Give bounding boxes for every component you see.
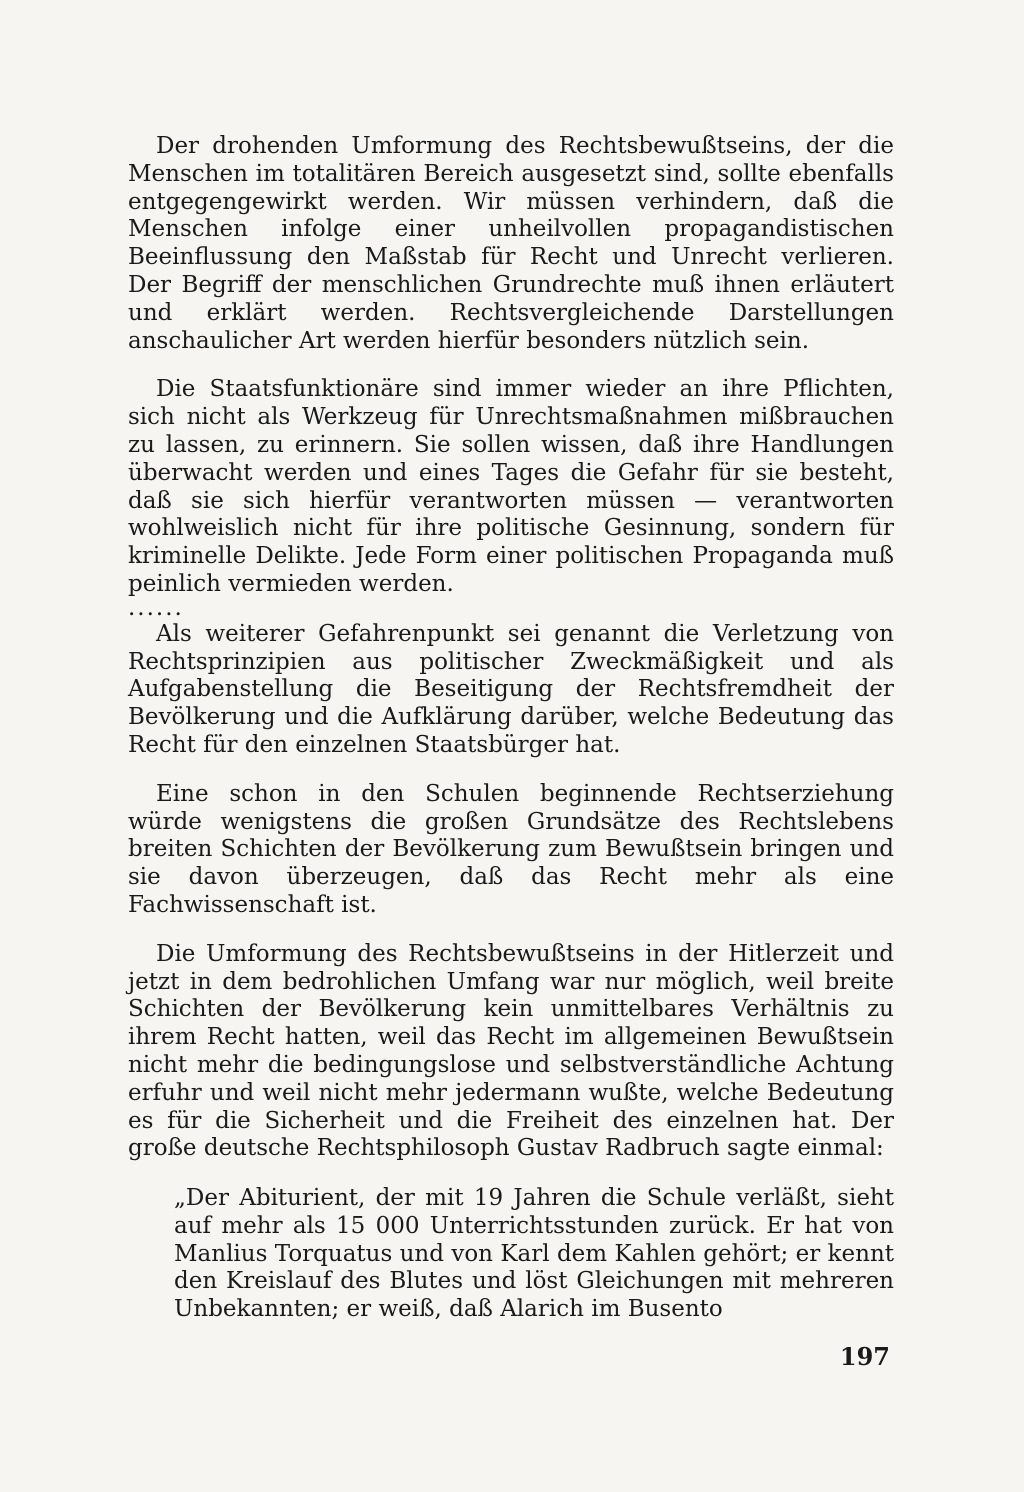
page-number: 197 [839, 1342, 890, 1371]
paragraph-hitler-era: Die Umformung des Rechtsbewußtseins in der Hitlerzeit und jetzt in dem bedrohlichen Umfang war nur möglich, weil breite Schichten der Bevölkerung kein unmittelbares Verhältnis zu ihrem Recht hatten, weil das Recht im allgemeinen Bewußtsein nicht mehr die bedingungslose und selbstverständliche Achtung erfuhr und weil nicht mehr jedermann wußte, welche Bedeutung es für die Sicherheit und die Freiheit des einzelnen hat. Der große deutsche Rechtsphilosoph Gustav Radbruch sagte einmal: [128, 940, 894, 1162]
paragraph-legal-education: Eine schon in den Schulen beginnende Rechtserziehung würde wenigstens die großen Grundsätze des Rechtslebens breiten Schichten der Bevölkerung zum Bewußtsein bringen und sie davon überzeugen, daß das Recht mehr als eine Fachwissenschaft ist. [128, 780, 894, 918]
paragraph-legal-consciousness: Der drohenden Umformung des Rechtsbewußtseins, der die Menschen im totalitären Bereich ausgesetzt sind, sollte ebenfalls entgegengewirkt werden. Wir müssen verhindern, daß die Menschen infolge einer unheilvollen propagandistischen Beeinflussung den Maßstab für Recht und Unrecht verlieren. Der Begriff der menschlichen Grundrechte muß ihnen erläutert und erklärt werden. Rechtsvergleichende Darstellungen anschaulicher Art werden hierfür besonders nützlich sein. [128, 133, 894, 354]
body-text [128, 133, 894, 1324]
paragraph-danger-point: Als weiterer Gefahrenpunkt sei genannt die Verletzung von Rechtsprinzipien aus politischer Zweckmäßigkeit und als Aufgabenstellung die Beseitigung der Rechtsfremdheit der Bevölkerung und die Aufklärung darüber, welche Bedeutung das Recht für den einzelnen Staatsbürger hat. [128, 620, 894, 758]
radbruch-quote: „Der Abiturient, der mit 19 Jahren die Schule verläßt, sieht auf mehr als 15 000 Unterrichtsstunden zurück. Er hat von Manlius Torquatus und von Karl dem Kahlen gehört; er kennt den Kreislauf des Blutes und löst Gleichungen mit mehreren Unbekannten; er weiß, daß Alarich im Busento [174, 1185, 894, 1323]
omission-ellipsis: ...... [128, 594, 184, 621]
paragraph-state-officials: Die Staatsfunktionäre sind immer wieder an ihre Pflichten, sich nicht als Werkzeug für Unrechtsmaßnahmen mißbrauchen zu lassen, zu erinnern. Sie sollen wissen, daß ihre Handlungen überwacht werden und eines Tages die Gefahr für sie besteht, daß sie sich hierfür verantworten müssen — verantworten wohlweislich nicht für ihre politische Gesinnung, sondern für kriminelle Delikte. Jede Form einer politischen Propaganda muß peinlich vermieden werden. [128, 376, 894, 597]
